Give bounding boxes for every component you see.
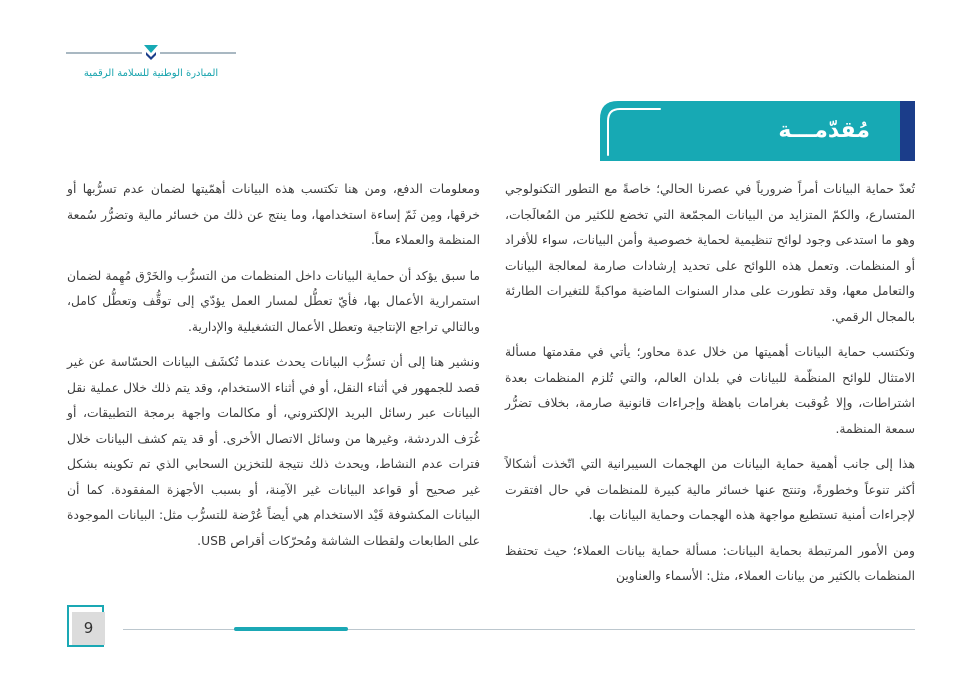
text-column-right [505,177,915,600]
paragraph: هذا إلى جانب أهمية حماية البيانات من الهجمات السيبرانية التي اتّخذت أشكالاً أكثر تنوعاً وخطورةً، وتنتج عنها خسائر مالية كبيرة للمنظمات في حال افتقرت لإجراءات أمنية تستطيع مواجهة هذه الهجمات وحماية البيانات بها. [505,457,915,522]
page-number: 9 [72,612,105,645]
paragraph: تُعدّ حماية البيانات أمراً ضرورياً في عصرنا الحالي؛ خاصةً مع التطور التكنولوجي المتسارع، والكمّ المتزايد من البيانات المجمّعة التي تخضع للكثير من المُعالَجات، وهو ما استدعى وجود لوائح تنظيمية لحماية خصوصية وأمن البيانات، سواء للأفراد أو المنظمات. وتعمل هذه اللوائح على تحديد إرشادات صارمة لمعالجة البيانات والتعامل معها، وقد تطورت على مدار السنوات الماضية مواكبةً للتغيرات الطارئة بالمجال الرقمي. [505,182,915,324]
paragraph: وتكتسب حماية البيانات أهميتها من خلال عدة محاور؛ يأتي في مقدمتها مسألة الامتثال للوائح المنظّمة للبيانات في بلدان العالم، والتي تُلزم المنظمات بعدة اشتراطات، وإلا عُوقبت بغرامات باهظة وإجراءات قانونية صارمة، بخلاف تضرُّر سمعة المنظمة. [505,345,915,436]
section-title: مُقدّمـــة [778,118,870,143]
logo-divider-left [66,52,142,54]
shield-chevron-icon [143,44,159,62]
paragraph: ما سبق يؤكد أن حماية البيانات داخل المنظمات من التسرُّب والخَرْق مُهِمة لضمان استمرارية الأعمال بها، فأيّ تعطُّل لمسار العمل يؤدّي إلى توقُّف وتعطُّل كامل، وبالتالي تراجع الإنتاجية وتعطل الأعمال التشغيلية والإدارية. [67,268,480,334]
organization-name: المبادرة الوطنية للسلامة الرقمية [83,68,219,79]
logo-divider-right [160,52,236,54]
text-column-left [67,177,480,564]
paragraph: ومن الأمور المرتبطة بحماية البيانات: مسألة حماية بيانات العملاء؛ حيث تحتفظ المنظمات بالكثير من بيانات العملاء، مثل: الأسماء والعناوين [505,543,915,583]
paragraph: ومعلومات الدفع، ومن هنا تكتسب هذه البيانات أهمّيتها لضمان عدم تسرُّبها أو خرقها، ومِن ثَمّ إساءة استخدامها، وما ينتج عن ذلك من خسائر مالية وتضرُّر سُمعة المنظمة والعملاء معاً. [67,182,480,247]
footer-accent-bar [234,627,348,631]
paragraph: ونشير هنا إلى أن تسرُّب البيانات يحدث عندما تُكشَف البيانات الحسّاسة عن غير قصد للجمهور في أثناء النقل، أو في أثناء الاستخدام، وقد يتم ذلك خلال عملية نقل البيانات عبر رسائل البريد الإلكتروني، أو مكالمات واجهة برمجة التطبيقات، أو غُرَف الدردشة، وغيرها من وسائل الاتصال الأخرى. أو قد يتم كشف البيانات خلال فترات عدم النشاط، ويحدث ذلك نتيجة للتخزين السحابي الذي تم تكوينه بشكل غير صحيح أو قواعد البيانات غير الآمِنة، أو بسبب الأجهزة المفقودة. كما أن البيانات المكشوفة قَيْد الاستخدام هي أيضاً عُرْضة للتسرُّب مثل: البيانات الموجودة على الطابعات ولقطات الشاشة ومُحرّكات أقراص USB. [67,355,480,548]
